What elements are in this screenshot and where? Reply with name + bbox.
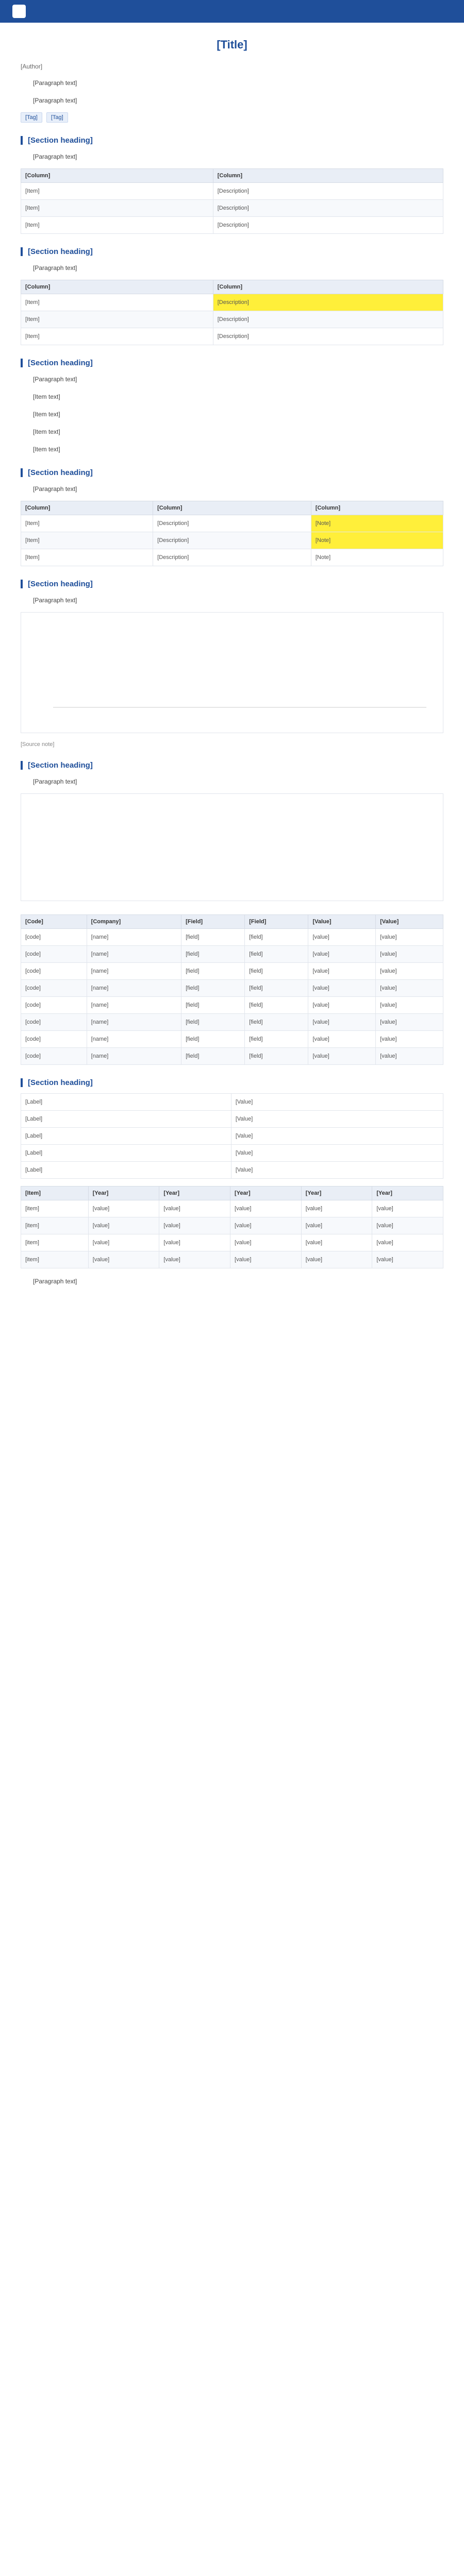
table-cell: [item] xyxy=(21,1251,89,1268)
table-cell: [value] xyxy=(301,1251,372,1268)
table-header: [Column] xyxy=(21,501,153,515)
table-cell: [item] xyxy=(21,1217,89,1234)
table-cell: [Value] xyxy=(231,1162,443,1179)
table-row xyxy=(21,532,443,549)
table-cell: [value] xyxy=(159,1251,230,1268)
table-cell: [Item] xyxy=(21,515,153,532)
table-cell: [field] xyxy=(181,946,245,963)
table-cell: [value] xyxy=(88,1200,159,1217)
table-cell: [Description] xyxy=(213,200,443,217)
table-header: [Column] xyxy=(213,280,443,294)
bar-chart-svg xyxy=(27,622,437,725)
intro-paragraph: [Paragraph text] xyxy=(33,97,77,104)
table-cell: [field] xyxy=(181,1048,245,1065)
table-header: [Year] xyxy=(88,1187,159,1200)
scatter-chart-svg xyxy=(27,800,437,893)
table-row xyxy=(21,997,443,1014)
list-item: [Item text] xyxy=(33,446,60,453)
table-cell: [value] xyxy=(372,1217,443,1234)
table-cell: [value] xyxy=(301,1217,372,1234)
table-row xyxy=(21,294,443,311)
intro-paragraph: [Paragraph text] xyxy=(33,79,77,87)
table-cell: [Description] xyxy=(213,217,443,234)
table-cell: [value] xyxy=(308,1031,376,1048)
table-cell: [field] xyxy=(245,946,308,963)
table-cell: [field] xyxy=(245,997,308,1014)
table-row xyxy=(21,1162,443,1179)
table-cell: [value] xyxy=(88,1234,159,1251)
table-cell: [field] xyxy=(245,963,308,980)
bar-chart xyxy=(21,612,443,733)
table-cell: [Description] xyxy=(213,328,443,345)
table-cell: [item] xyxy=(21,1234,89,1251)
table-row xyxy=(21,980,443,997)
table-cell: [value] xyxy=(230,1217,302,1234)
table-cell: [Note] xyxy=(311,515,443,532)
section xyxy=(21,359,443,455)
table-cell: [value] xyxy=(376,1014,443,1031)
table-cell: [Description] xyxy=(213,183,443,200)
finance-table xyxy=(21,1186,443,1268)
table-header: [Year] xyxy=(159,1187,230,1200)
table-cell: [item] xyxy=(21,1200,89,1217)
table-row xyxy=(21,1200,443,1217)
info-table xyxy=(21,501,443,566)
table-header: [Company] xyxy=(87,915,181,929)
table-cell: [value] xyxy=(372,1251,443,1268)
table-cell: [value] xyxy=(376,963,443,980)
table-cell: [field] xyxy=(181,980,245,997)
section xyxy=(21,136,443,234)
table-cell: [value] xyxy=(372,1234,443,1251)
section-heading: [Section heading] xyxy=(21,468,443,477)
table-row xyxy=(21,1128,443,1145)
table-row xyxy=(21,963,443,980)
list-item: [Item text] xyxy=(33,393,60,400)
table-cell: [Note] xyxy=(311,532,443,549)
table-cell: [Label] xyxy=(21,1094,231,1111)
tag-link[interactable]: [Tag] xyxy=(21,112,42,123)
section-heading: [Section heading] xyxy=(21,247,443,256)
table-row xyxy=(21,1048,443,1065)
table-cell: [Item] xyxy=(21,294,213,311)
section-heading: [Section heading] xyxy=(21,359,443,367)
author-line: [Author] xyxy=(21,63,43,70)
table-cell: [field] xyxy=(181,1031,245,1048)
table-cell: [field] xyxy=(245,1048,308,1065)
table-cell: [value] xyxy=(376,946,443,963)
table-row xyxy=(21,515,443,532)
table-cell: [value] xyxy=(230,1251,302,1268)
table-cell: [Value] xyxy=(231,1111,443,1128)
chart-section xyxy=(21,580,443,748)
scatter-section xyxy=(21,761,443,901)
table-row xyxy=(21,183,443,200)
table-row xyxy=(21,217,443,234)
table-cell: [value] xyxy=(159,1200,230,1217)
table-cell: [value] xyxy=(376,929,443,946)
table-cell: [value] xyxy=(301,1234,372,1251)
table-cell: [value] xyxy=(308,980,376,997)
table-cell: [name] xyxy=(87,980,181,997)
table-row xyxy=(21,328,443,345)
table-cell: [Item] xyxy=(21,328,213,345)
table-header: [Year] xyxy=(230,1187,302,1200)
table-cell: [code] xyxy=(21,1048,87,1065)
section-heading: [Section heading] xyxy=(21,761,443,770)
table-header: [Column] xyxy=(311,501,443,515)
table-cell: [value] xyxy=(301,1200,372,1217)
table-cell: [Description] xyxy=(213,294,443,311)
company-info-table xyxy=(21,1093,443,1179)
table-cell: [value] xyxy=(159,1217,230,1234)
table-cell: [code] xyxy=(21,1014,87,1031)
table-cell: [Description] xyxy=(153,549,311,566)
table-cell: [value] xyxy=(308,946,376,963)
company-section xyxy=(21,914,443,1065)
table-header: [Year] xyxy=(372,1187,443,1200)
tag-row xyxy=(21,112,443,123)
table-row xyxy=(21,1217,443,1234)
table-cell: [Value] xyxy=(231,1145,443,1162)
table-cell: [code] xyxy=(21,997,87,1014)
table-row xyxy=(21,1145,443,1162)
table-cell: [field] xyxy=(181,963,245,980)
table-header: [Column] xyxy=(153,501,311,515)
section-paragraph: [Paragraph text] xyxy=(33,778,77,785)
section-heading: [Section heading] xyxy=(21,1078,443,1087)
table-cell: [name] xyxy=(87,946,181,963)
section-paragraph: [Paragraph text] xyxy=(33,153,77,160)
table-cell: [value] xyxy=(376,1031,443,1048)
table-row xyxy=(21,311,443,328)
tag-link[interactable]: [Tag] xyxy=(46,112,68,123)
list-item: [Item text] xyxy=(33,411,60,418)
table-header: [Year] xyxy=(301,1187,372,1200)
table-cell: [Label] xyxy=(21,1128,231,1145)
table-cell: [name] xyxy=(87,929,181,946)
table-header: [Column] xyxy=(21,280,213,294)
section-heading: [Section heading] xyxy=(21,580,443,588)
table-cell: [Item] xyxy=(21,532,153,549)
table-cell: [Item] xyxy=(21,200,213,217)
closing-paragraph: [Paragraph text] xyxy=(33,1278,77,1285)
table-row xyxy=(21,1094,443,1111)
table-cell: [value] xyxy=(159,1234,230,1251)
table-cell: [code] xyxy=(21,929,87,946)
table-cell: [Item] xyxy=(21,311,213,328)
section-heading: [Section heading] xyxy=(21,136,443,145)
scatter-chart xyxy=(21,793,443,901)
table-cell: [code] xyxy=(21,980,87,997)
table-cell: [name] xyxy=(87,1048,181,1065)
section-paragraph: [Paragraph text] xyxy=(33,264,77,272)
table-cell: [field] xyxy=(181,1014,245,1031)
page-title: [Title] xyxy=(217,38,247,51)
table-cell: [field] xyxy=(245,1014,308,1031)
table-cell: [Note] xyxy=(311,549,443,566)
table-cell: [name] xyxy=(87,1031,181,1048)
table-cell: [Item] xyxy=(21,217,213,234)
table-cell: [value] xyxy=(308,963,376,980)
table-cell: [name] xyxy=(87,997,181,1014)
section-paragraph: [Paragraph text] xyxy=(33,485,77,493)
table-header: [Value] xyxy=(376,915,443,929)
table-cell: [value] xyxy=(376,997,443,1014)
table-cell: [Value] xyxy=(231,1094,443,1111)
section-paragraph: [Paragraph text] xyxy=(33,376,77,383)
table-header: [Item] xyxy=(21,1187,89,1200)
list-item: [Item text] xyxy=(33,428,60,435)
table-cell: [field] xyxy=(245,1031,308,1048)
section-paragraph: [Paragraph text] xyxy=(33,597,77,604)
table-cell: [Item] xyxy=(21,549,153,566)
table-row xyxy=(21,1111,443,1128)
info-table xyxy=(21,168,443,234)
table-row xyxy=(21,929,443,946)
table-cell: [Value] xyxy=(231,1128,443,1145)
table-cell: [code] xyxy=(21,946,87,963)
table-cell: [Label] xyxy=(21,1162,231,1179)
table-cell: [value] xyxy=(308,997,376,1014)
table-cell: [value] xyxy=(230,1234,302,1251)
table-cell: [value] xyxy=(88,1251,159,1268)
section xyxy=(21,468,443,566)
table-row xyxy=(21,1234,443,1251)
table-row xyxy=(21,1251,443,1268)
table-cell: [value] xyxy=(372,1200,443,1217)
table-cell: [value] xyxy=(376,1048,443,1065)
document xyxy=(21,23,443,1287)
table-header: [Field] xyxy=(181,915,245,929)
table-header: [Column] xyxy=(213,169,443,183)
table-cell: [field] xyxy=(245,929,308,946)
company-table xyxy=(21,914,443,1065)
table-cell: [value] xyxy=(308,1014,376,1031)
table-header: [Value] xyxy=(308,915,376,929)
table-cell: [Label] xyxy=(21,1145,231,1162)
section xyxy=(21,247,443,345)
info-table xyxy=(21,280,443,345)
table-cell: [name] xyxy=(87,1014,181,1031)
table-header: [Code] xyxy=(21,915,87,929)
chart-source-note: [Source note] xyxy=(21,741,55,748)
table-cell: [value] xyxy=(88,1217,159,1234)
table-cell: [name] xyxy=(87,963,181,980)
table-cell: [value] xyxy=(308,929,376,946)
table-cell: [code] xyxy=(21,1031,87,1048)
table-cell: [value] xyxy=(376,980,443,997)
table-cell: [field] xyxy=(181,929,245,946)
table-cell: [field] xyxy=(245,980,308,997)
table-row xyxy=(21,549,443,566)
top-bar xyxy=(0,0,464,23)
table-row xyxy=(21,1031,443,1048)
table-row xyxy=(21,200,443,217)
table-cell: [field] xyxy=(181,997,245,1014)
table-header: [Field] xyxy=(245,915,308,929)
table-cell: [code] xyxy=(21,963,87,980)
table-cell: [Description] xyxy=(153,515,311,532)
table-cell: [value] xyxy=(308,1048,376,1065)
site-logo-icon[interactable] xyxy=(12,5,26,18)
table-row xyxy=(21,946,443,963)
table-cell: [Description] xyxy=(153,532,311,549)
table-cell: [Description] xyxy=(213,311,443,328)
finance-section xyxy=(21,1078,443,1287)
table-row xyxy=(21,1014,443,1031)
table-cell: [Label] xyxy=(21,1111,231,1128)
table-header: [Column] xyxy=(21,169,213,183)
table-cell: [value] xyxy=(230,1200,302,1217)
table-cell: [Item] xyxy=(21,183,213,200)
